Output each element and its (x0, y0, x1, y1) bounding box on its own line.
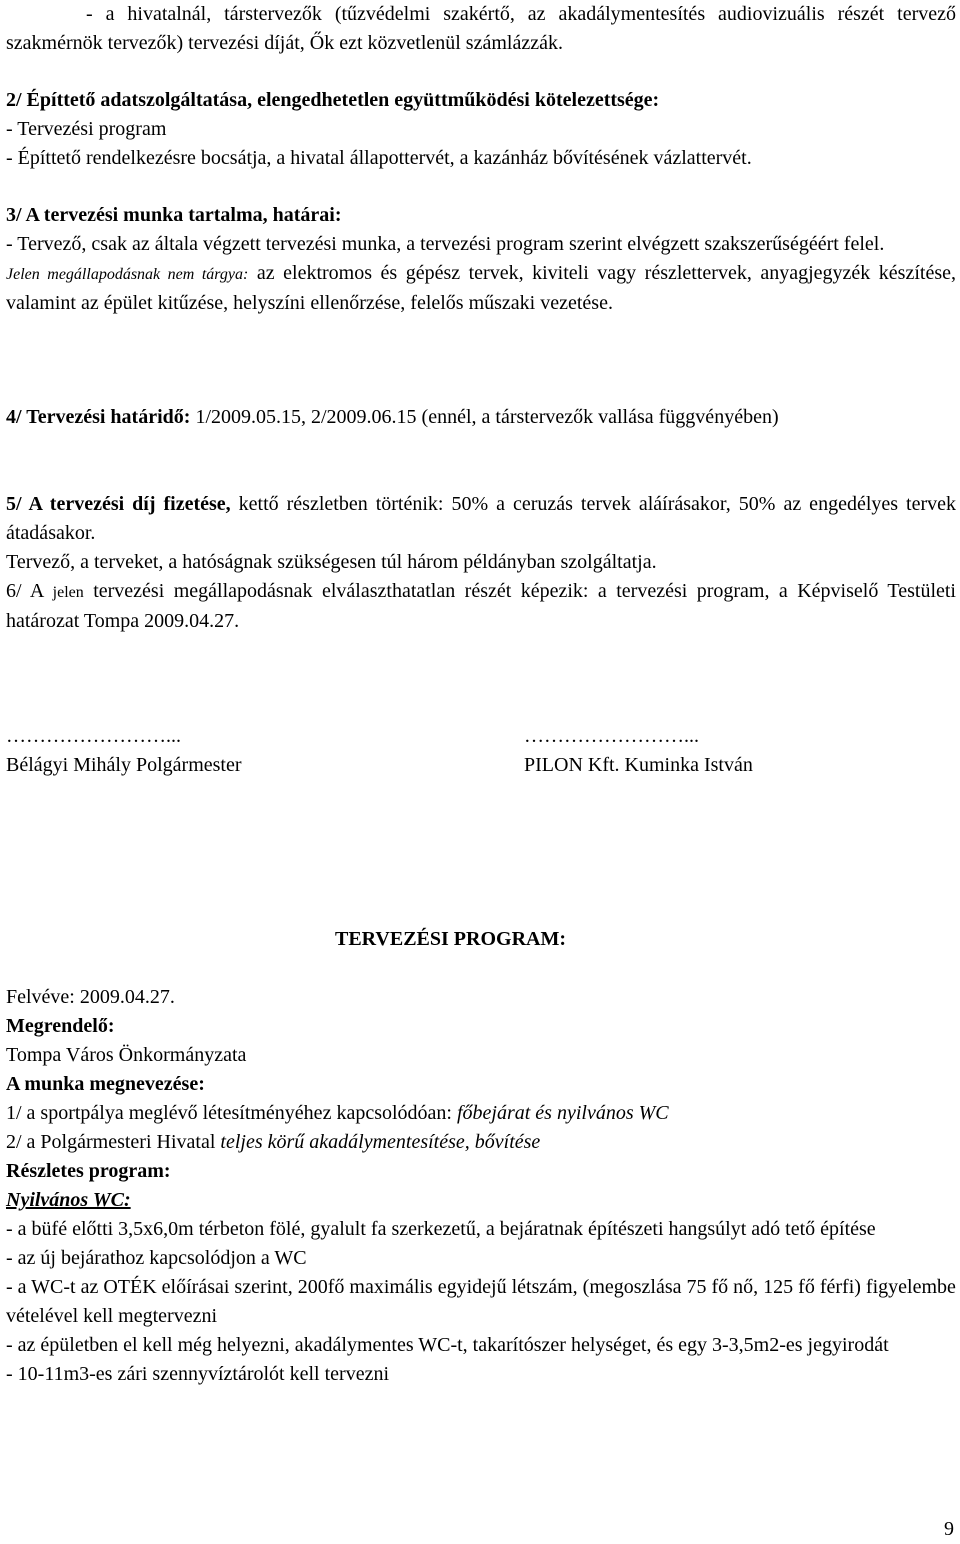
wc-bullet-list (6, 1215, 956, 1389)
felveve-date: Felvéve: 2009.04.27. (6, 986, 175, 1008)
exclusions-lead: Jelen megállapodásnak nem tárgya: (6, 266, 249, 283)
section-6-small: jelen (52, 584, 84, 601)
section-5-line-2: Tervező, a terveket, a hatóságnak szükségesen túl három példányban szolgáltatja. (6, 551, 657, 573)
fee-continuation-text: - a hivatalnál, társtervezők (tűzvédelmi szakértő, az akadálymentesítés audiovizuális részét tervező szakmérnök tervezők) tervezési díját, Ők ezt közvetlenül számlázzák. (6, 3, 956, 54)
wc-bullet-item: - az új bejárathoz kapcsolódjon a WC (6, 1247, 307, 1269)
section-5-heading: 5/ A tervezési díj fizetése, (6, 493, 231, 515)
signature-left-name: Bélágyi Mihály Polgármester (6, 754, 242, 776)
wc-bullet-item: - az épületben el kell még helyezni, akadálymentes WC-t, takarítószer helységet, és egy 3-3,5m2-es jegyirodát (6, 1334, 889, 1356)
megrendelo-label: Megrendelő: (6, 1015, 115, 1037)
signature-right-dots: ……………………... (524, 725, 699, 747)
program-title: TERVEZÉSI PROGRAM: (335, 928, 566, 950)
section-2 (6, 86, 956, 173)
section-4-heading: 4/ Tervezési határidő: (6, 406, 191, 428)
section-6-prefix: 6/ A (6, 580, 53, 602)
wc-bullet-item: - 10-11m3-es zári szennyvíztárolót kell tervezni (6, 1363, 389, 1385)
section-2-line-1: - Tervezési program (6, 118, 167, 140)
fee-continuation-paragraph (6, 0, 956, 58)
section-4-text: 1/2009.05.15, 2/2009.06.15 (ennél, a társtervezők vallása függvényében) (190, 406, 779, 428)
munka-label: A munka megnevezése: (6, 1073, 205, 1095)
wc-bullet-item: - a WC-t az OTÉK előírásai szerint, 200fő maximális egyidejű létszám, (megoszlása 75 fő nő, 125 fő férfi) figyelembe vételével kell megtervezni (6, 1276, 956, 1327)
section-6 (6, 577, 956, 636)
section-5-text: kettő részletben történik: 50% a ceruzás tervek aláírásakor, 50% az engedélyes tervek átadásakor. (6, 493, 956, 544)
work-item-1-italic: főbejárat és nyilvános WC (456, 1102, 669, 1124)
section-5-payment (6, 490, 956, 548)
work-item-2 (6, 1128, 956, 1157)
signature-left-dots: ……………………... (6, 725, 181, 747)
work-item-2-text: 2/ a Polgármesteri Hivatal (6, 1131, 221, 1153)
program-body (6, 983, 956, 1389)
wc-label: Nyilvános WC: (6, 1189, 131, 1211)
wc-bullet-item: - a büfé előtti 3,5x6,0m térbeton fölé, gyalult fa szerkezetű, a bejáratnak építészeti hangsúlyt adó tető építése (6, 1218, 876, 1240)
section-6-text: tervezési megállapodásnak elválaszthatatlan részét képezik: a tervezési program, a Képviselő Testületi határozat Tompa 2009.04.27. (6, 580, 956, 632)
page-number: 9 (944, 1518, 954, 1540)
signature-right (524, 722, 753, 780)
section-3-heading: 3/ A tervezési munka tartalma, határai: (6, 204, 342, 226)
section-2-heading: 2/ Építtető adatszolgáltatása, elengedhetetlen együttműködési kötelezettsége: (6, 89, 660, 111)
section-3-line-1: - Tervező, csak az általa végzett tervezési munka, a tervezési program szerint elvégzett szakszerűségéért felel. (6, 233, 885, 255)
work-item-2-italic: teljes körű akadálymentesítése, bővítése (220, 1131, 541, 1153)
megrendelo-value: Tompa Város Önkormányzata (6, 1044, 247, 1066)
signature-left (6, 722, 242, 780)
exclusions-text: az elektromos és gépész tervek, kiviteli vagy részlettervek, anyagjegyzék készítése, valamint az épület kitűzése, helyszíni ellenőrzése, felelős műszaki vezetése. (6, 262, 956, 314)
section-3 (6, 201, 956, 318)
section-2-line-2: - Építtető rendelkezésre bocsátja, a hivatal állapottervét, a kazánház bővítésének vázlattervét. (6, 147, 752, 169)
section-5 (6, 490, 956, 577)
work-item-1-text: 1/ a sportpálya meglévő létesítményéhez kapcsolódóan: (6, 1102, 457, 1124)
reszletes-label: Részletes program: (6, 1160, 171, 1182)
signature-right-name: PILON Kft. Kuminka István (524, 754, 753, 776)
section-4 (6, 403, 956, 432)
work-item-1 (6, 1099, 956, 1128)
section-3-exclusions (6, 259, 956, 318)
